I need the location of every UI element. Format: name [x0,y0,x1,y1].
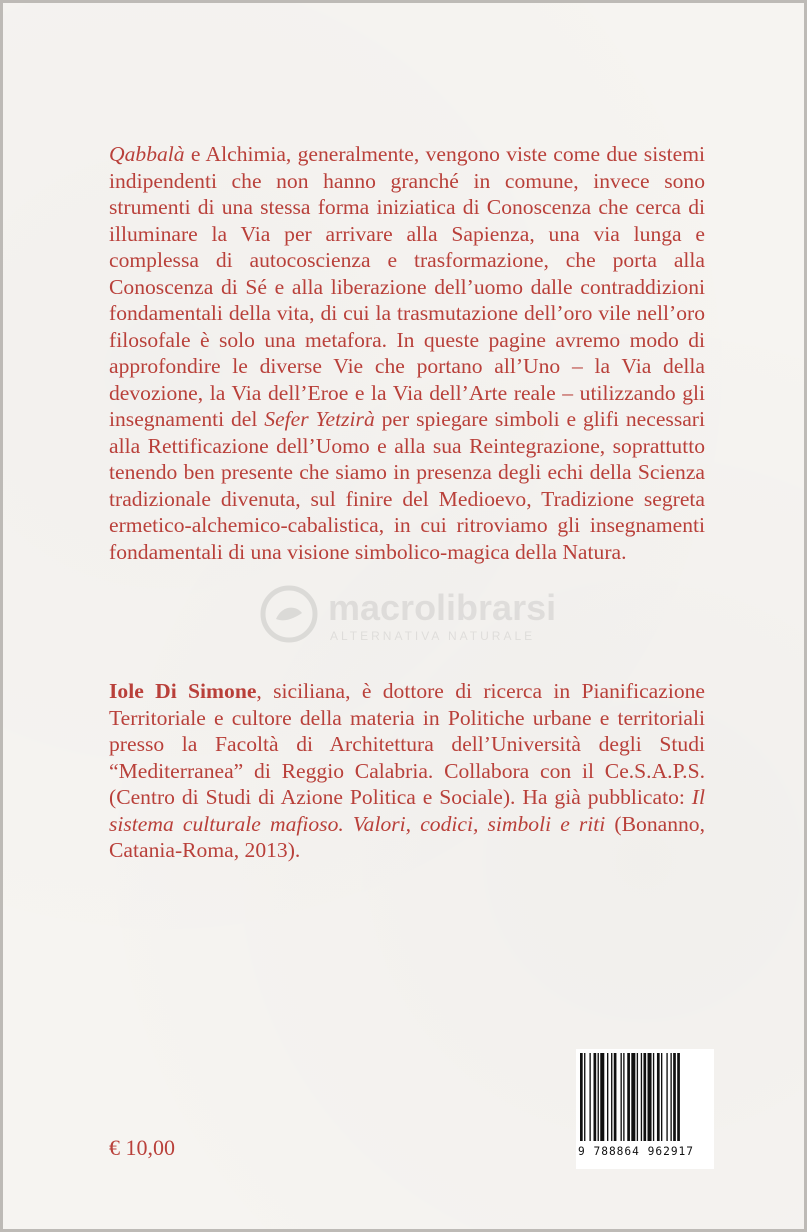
barcode-bar [594,1053,597,1141]
isbn-number: 9 788864 962917 [578,1145,695,1158]
book-blurb [109,141,705,565]
barcode-bar [648,1053,652,1141]
barcode-bar [600,1053,604,1141]
bio-text-part1: , siciliana, è dottore di ricerca in Pianificazione Territoriale e cultore della materia in Politiche urbane e territoriali presso la Facoltà di Architettura dell’Università degli Studi “Mediterranea” di Reggio Calabria. Collabora con il Ce.S.A.P.S. (Centro di Studi di Azione Politica e Sociale). Ha già pubblicato: [109,679,706,809]
barcode-bar [643,1053,646,1141]
barcode-bar [580,1053,583,1141]
barcode-bar [670,1053,671,1141]
barcode-bar [621,1053,622,1141]
barcode-bar [657,1053,660,1141]
barcode-bar [611,1053,612,1141]
watermark-name: macrolibrarsi [328,587,557,628]
barcode-bar [677,1053,680,1141]
bio-text-part2: (Bonanno, Catania-Roma, 2013). [109,811,705,862]
blurb-text-part2: per spiegare simboli e glifi necessari alla Rettificazione dell’Uomo e alla sua Reintegrazione, soprattutto tenendo ben presente che siamo in presenza degli echi della Scienza tradizionale divenuta, sul finire del Medioevo, Tradizione segreta ermetico-alchemico-cabalistica, in cui ritroviamo gli insegnamenti fondamentali di una visione simbolico-magica della Natura. [109,407,706,564]
barcode-bar [653,1053,654,1141]
blurb-title-qabbala: Qabbalà [109,142,185,166]
barcode-bar [631,1053,635,1141]
barcode-bar [584,1053,585,1141]
barcode-bar [589,1053,590,1141]
barcode-bar [661,1053,662,1141]
barcode-bars [578,1051,712,1143]
author-bio [109,678,705,864]
barcode-bar [614,1053,617,1141]
barcode-bar [637,1053,638,1141]
barcode-bar [623,1053,624,1141]
watermark-tagline: ALTERNATIVA NATURALE [330,629,536,643]
barcode-bar [666,1053,667,1141]
barcode-bar [627,1053,630,1141]
publisher-watermark [258,583,568,653]
blurb-text-part1: e Alchimia, generalmente, vengono viste come due sistemi indipendenti che non hanno granché in comune, invece sono strumenti di una stessa forma iniziatica di Conoscenza che cerca di illuminare la Via per arrivare alla Sapienza, una via lunga e complessa di autocoscienza e trasformazione, che porta alla Conoscenza di Sé e alla liberazione dell’uomo dalle contraddizioni fondamentali della vita, di cui la trasmutazione dell’oro vile nell’oro filosofale è solo una metafora. In queste pagine avremo modo di approfondire le diverse Vie che portano all’Uno – la Via della devozione, la Via dell’Eroe e la Via dell’Arte reale – utilizzando gli insegnamenti del [109,142,705,431]
barcode-bar [673,1053,676,1141]
isbn-barcode [576,1049,714,1169]
barcode-bar [641,1053,642,1141]
blurb-book-title: Sefer Yetzirà [264,407,375,431]
bio-book-title: Il sistema culturale mafioso. Valori, codici, simboli e riti [109,785,705,836]
author-name: Iole Di Simone [109,679,257,703]
barcode-bar [598,1053,599,1141]
price-label: € 10,00 [109,1135,175,1160]
barcode-bar [607,1053,608,1141]
watermark-logo-icon [258,583,320,645]
